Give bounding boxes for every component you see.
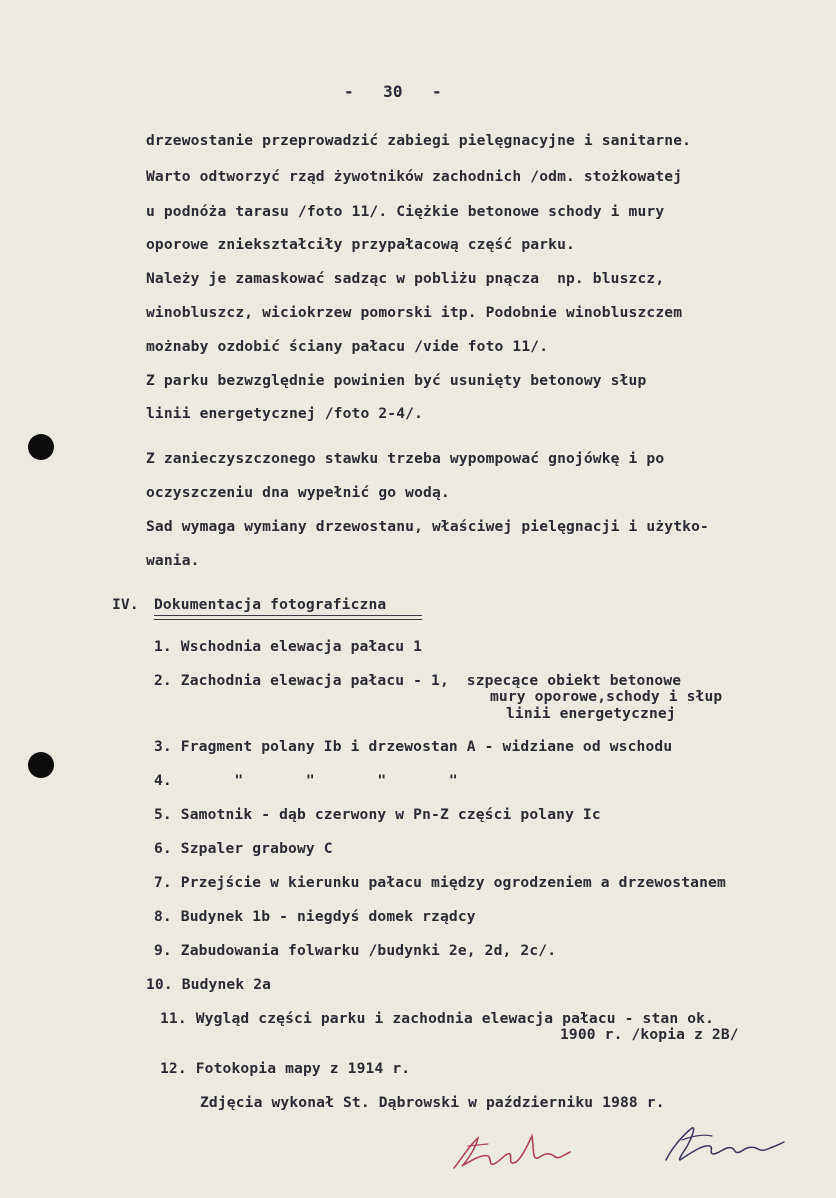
body-line: możnaby ozdobić ściany pałacu /vide foto 11/.: [146, 338, 549, 355]
body-line: Należy je zamaskować sadząc w pobliżu pnącza np. bluszcz,: [146, 270, 665, 287]
handwritten-signature-right: [652, 1118, 792, 1168]
photo-item-11-continuation: 1900 r. /kopia z 2B/: [560, 1026, 739, 1043]
photo-item-1: 1. Wschodnia elewacja pałacu 1: [154, 638, 423, 655]
body-line: wania.: [146, 552, 200, 569]
photo-item-12: 12. Fotokopia mapy z 1914 r.: [160, 1060, 411, 1077]
section-title-underline: [154, 615, 422, 620]
photo-item-11: 11. Wygląd części parku i zachodnia elewacja pałacu - stan ok.: [160, 1010, 715, 1027]
photo-item-4: 4. " " " ": [154, 772, 458, 789]
photo-item-2: 2. Zachodnia elewacja pałacu - 1, szpecące obiekt betonowe: [154, 672, 682, 689]
handwritten-signature-left: [448, 1122, 578, 1178]
photo-item-5: 5. Samotnik - dąb czerwony w Pn-Z części polany Ic: [154, 806, 601, 823]
punch-hole-bottom: [28, 752, 54, 778]
body-line: Warto odtworzyć rząd żywotników zachodnich /odm. stożkowatej: [146, 168, 683, 185]
body-line: Z zanieczyszczonego stawku trzeba wypompować gnojówkę i po: [146, 450, 665, 467]
photo-item-6: 6. Szpaler grabowy C: [154, 840, 333, 857]
photo-item-10: 10. Budynek 2a: [146, 976, 272, 993]
body-line: oporowe zniekształciły przypałacową część parku.: [146, 236, 575, 253]
punch-hole-top: [28, 434, 54, 460]
body-line: drzewostanie przeprowadzić zabiegi pielęgnacyjne i sanitarne.: [146, 132, 692, 149]
photo-item-9: 9. Zabudowania folwarku /budynki 2e, 2d, 2c/.: [154, 942, 557, 959]
body-line: oczyszczeniu dna wypełnić go wodą.: [146, 484, 450, 501]
photo-credit: Zdjęcia wykonał St. Dąbrowski w październiku 1988 r.: [200, 1094, 665, 1111]
body-line: linii energetycznej /foto 2-4/.: [146, 405, 424, 422]
section-numeral: IV.: [112, 596, 139, 613]
photo-item-7: 7. Przejście w kierunku pałacu między ogrodzeniem a drzewostanem: [154, 874, 726, 891]
body-line: Sad wymaga wymiany drzewostanu, właściwej pielęgnacji i użytko-: [146, 518, 709, 535]
section-title: Dokumentacja fotograficzna: [154, 596, 387, 613]
photo-item-2-continuation: mury oporowe,schody i słup: [490, 688, 723, 705]
photo-item-3: 3. Fragment polany Ib i drzewostan A - widziane od wschodu: [154, 738, 673, 755]
body-line: winobluszcz, wiciokrzew pomorski itp. Podobnie winobluszczem: [146, 304, 683, 321]
photo-item-2-continuation: linii energetycznej: [506, 705, 676, 722]
photo-item-8: 8. Budynek 1b - niegdyś domek rządcy: [154, 908, 476, 925]
body-line: Z parku bezwzględnie powinien być usunięty betonowy słup: [146, 372, 647, 389]
page-number: - 30 -: [344, 82, 442, 101]
body-line: u podnóża tarasu /foto 11/. Ciężkie betonowe schody i mury: [146, 203, 665, 220]
